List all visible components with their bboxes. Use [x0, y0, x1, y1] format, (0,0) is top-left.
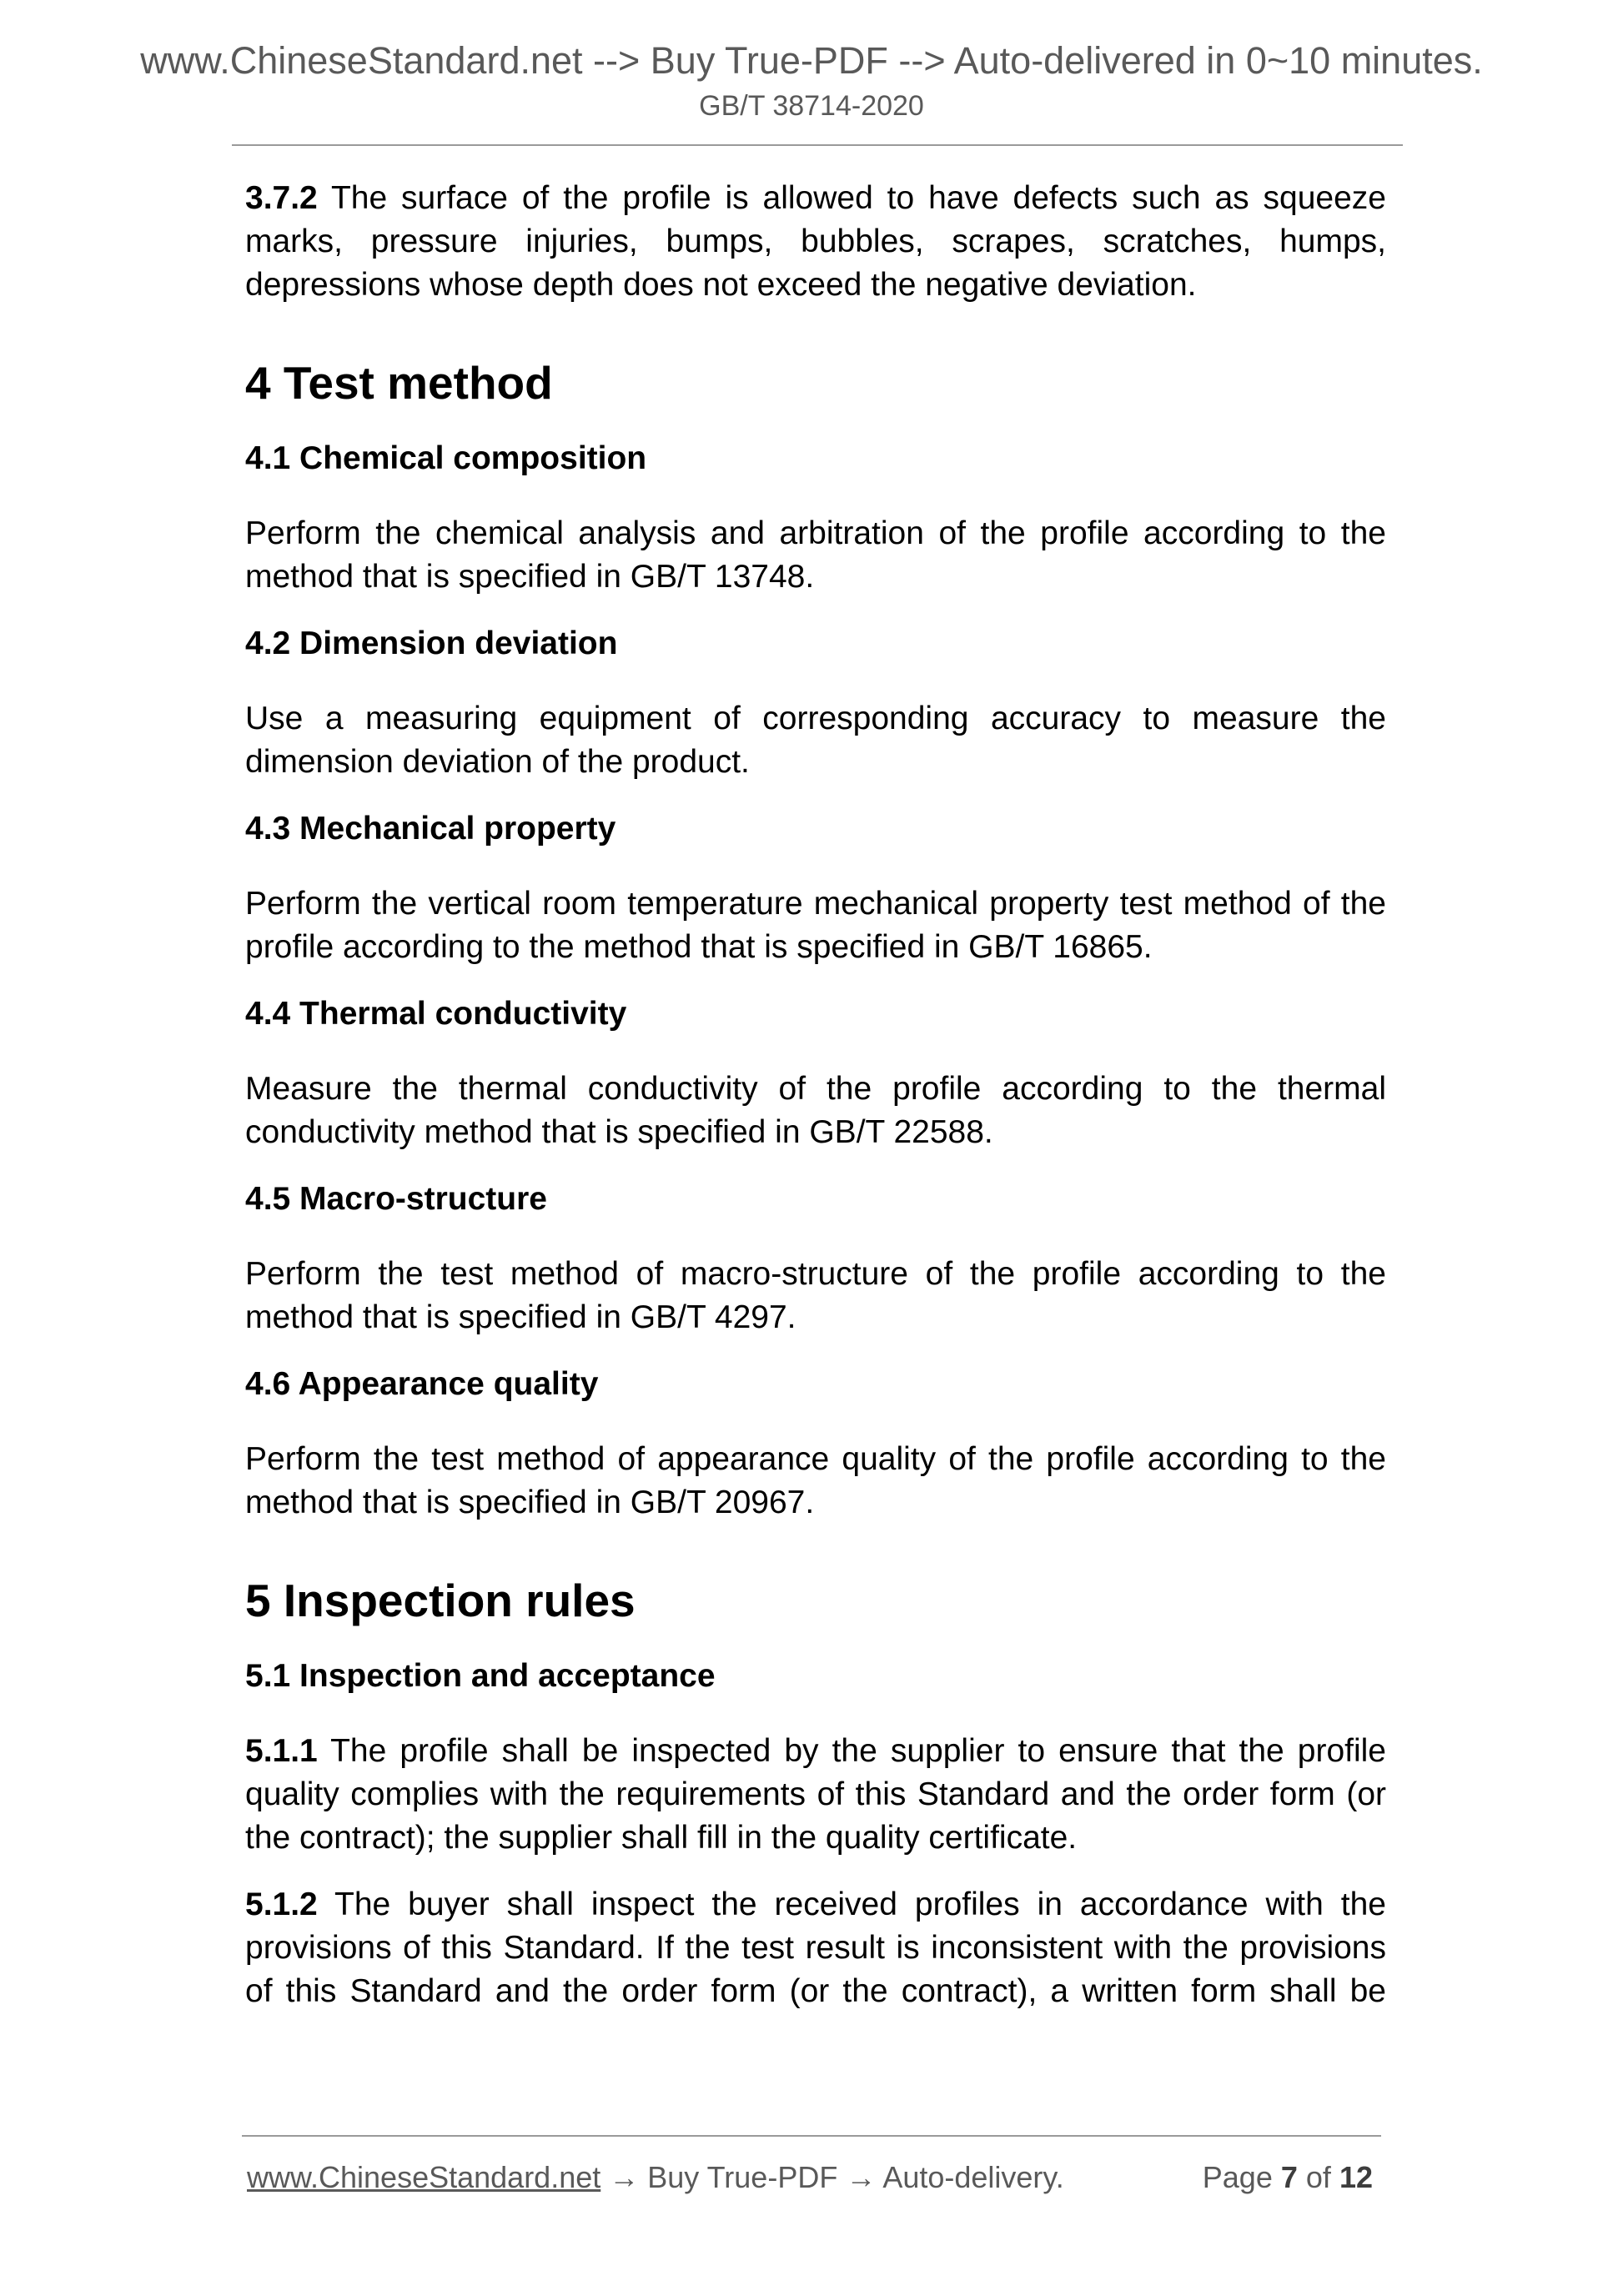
section-4-3-title: 4.3 Mechanical property [245, 811, 616, 847]
page-current: 7 [1280, 2160, 1298, 2194]
standard-code: GB/T 38714-2020 [699, 90, 924, 122]
section-4-2-title: 4.2 Dimension deviation [245, 625, 618, 661]
clause-text: The surface of the profile is allowed to have defects such as squeeze marks, pressure injuries, bumps, bubbles, scrapes, scratches, humps, depressions whose depth does not exceed the negative deviation. [245, 180, 1386, 303]
of-label: of [1305, 2160, 1331, 2194]
clause-number: 5.1.1 [245, 1733, 318, 1769]
section-4-1-text: Perform the chemical analysis and arbitration of the profile according to the method that is specified in GB/T 13748. [245, 515, 1386, 595]
clause-5-1-1 [245, 1730, 1386, 1860]
footer-tagline: → Buy True-PDF → Auto-delivery. [600, 2160, 1064, 2194]
section-4-6-title: 4.6 Appearance quality [245, 1366, 599, 1402]
section-5-1-title: 5.1 Inspection and acceptance [245, 1658, 716, 1694]
footer-site-link[interactable]: www.ChineseStandard.net [247, 2160, 601, 2194]
section-4-1-title: 4.1 Chemical composition [245, 440, 647, 476]
page-label: Page [1202, 2160, 1273, 2194]
clause-5-1-2 [245, 1883, 1386, 2013]
section-4-4-title: 4.4 Thermal conductivity [245, 996, 627, 1032]
section-5-title: 5 Inspection rules [245, 1575, 636, 1626]
clause-3-7-2 [245, 177, 1386, 307]
page-content [245, 177, 1386, 2013]
header-banner: www.ChineseStandard.net --> Buy True-PDF --> Auto-delivered in 0~10 minutes. [140, 39, 1483, 82]
section-4-title: 4 Test method [245, 357, 553, 409]
section-4-6-text: Perform the test method of appearance quality of the profile according to the method that is specified in GB/T 20967. [245, 1441, 1386, 1520]
section-4-3-text: Perform the vertical room temperature mechanical property test method of the profile according to the method that is specified in GB/T 16865. [245, 886, 1386, 965]
section-4-4-text: Measure the thermal conductivity of the profile according to the thermal conductivity method that is specified in GB/T 22588. [245, 1071, 1386, 1150]
clause-number: 3.7.2 [245, 180, 318, 216]
footer-divider [242, 2135, 1381, 2137]
page-total: 12 [1339, 2160, 1373, 2194]
section-4-2-text: Use a measuring equipment of corresponding accuracy to measure the dimension deviation of the product. [245, 701, 1386, 780]
page-footer [247, 2160, 1379, 2195]
clause-text: The buyer shall inspect the received profiles in accordance with the provisions of this Standard. If the test result is inconsistent with the provisions of this Standard and the order form (or the contract), a written form shall be [245, 1887, 1386, 2009]
clause-number: 5.1.2 [245, 1887, 318, 1922]
clause-text: The profile shall be inspected by the supplier to ensure that the profile quality complies with the requirements of this Standard and the order form (or the contract); the supplier shall fill in the quality certificate. [245, 1733, 1386, 1856]
section-4-5-text: Perform the test method of macro-structure of the profile according to the method that is specified in GB/T 4297. [245, 1256, 1386, 1335]
section-4-5-title: 4.5 Macro-structure [245, 1181, 547, 1217]
header-divider [232, 144, 1403, 146]
page-indicator [1203, 2160, 1373, 2195]
